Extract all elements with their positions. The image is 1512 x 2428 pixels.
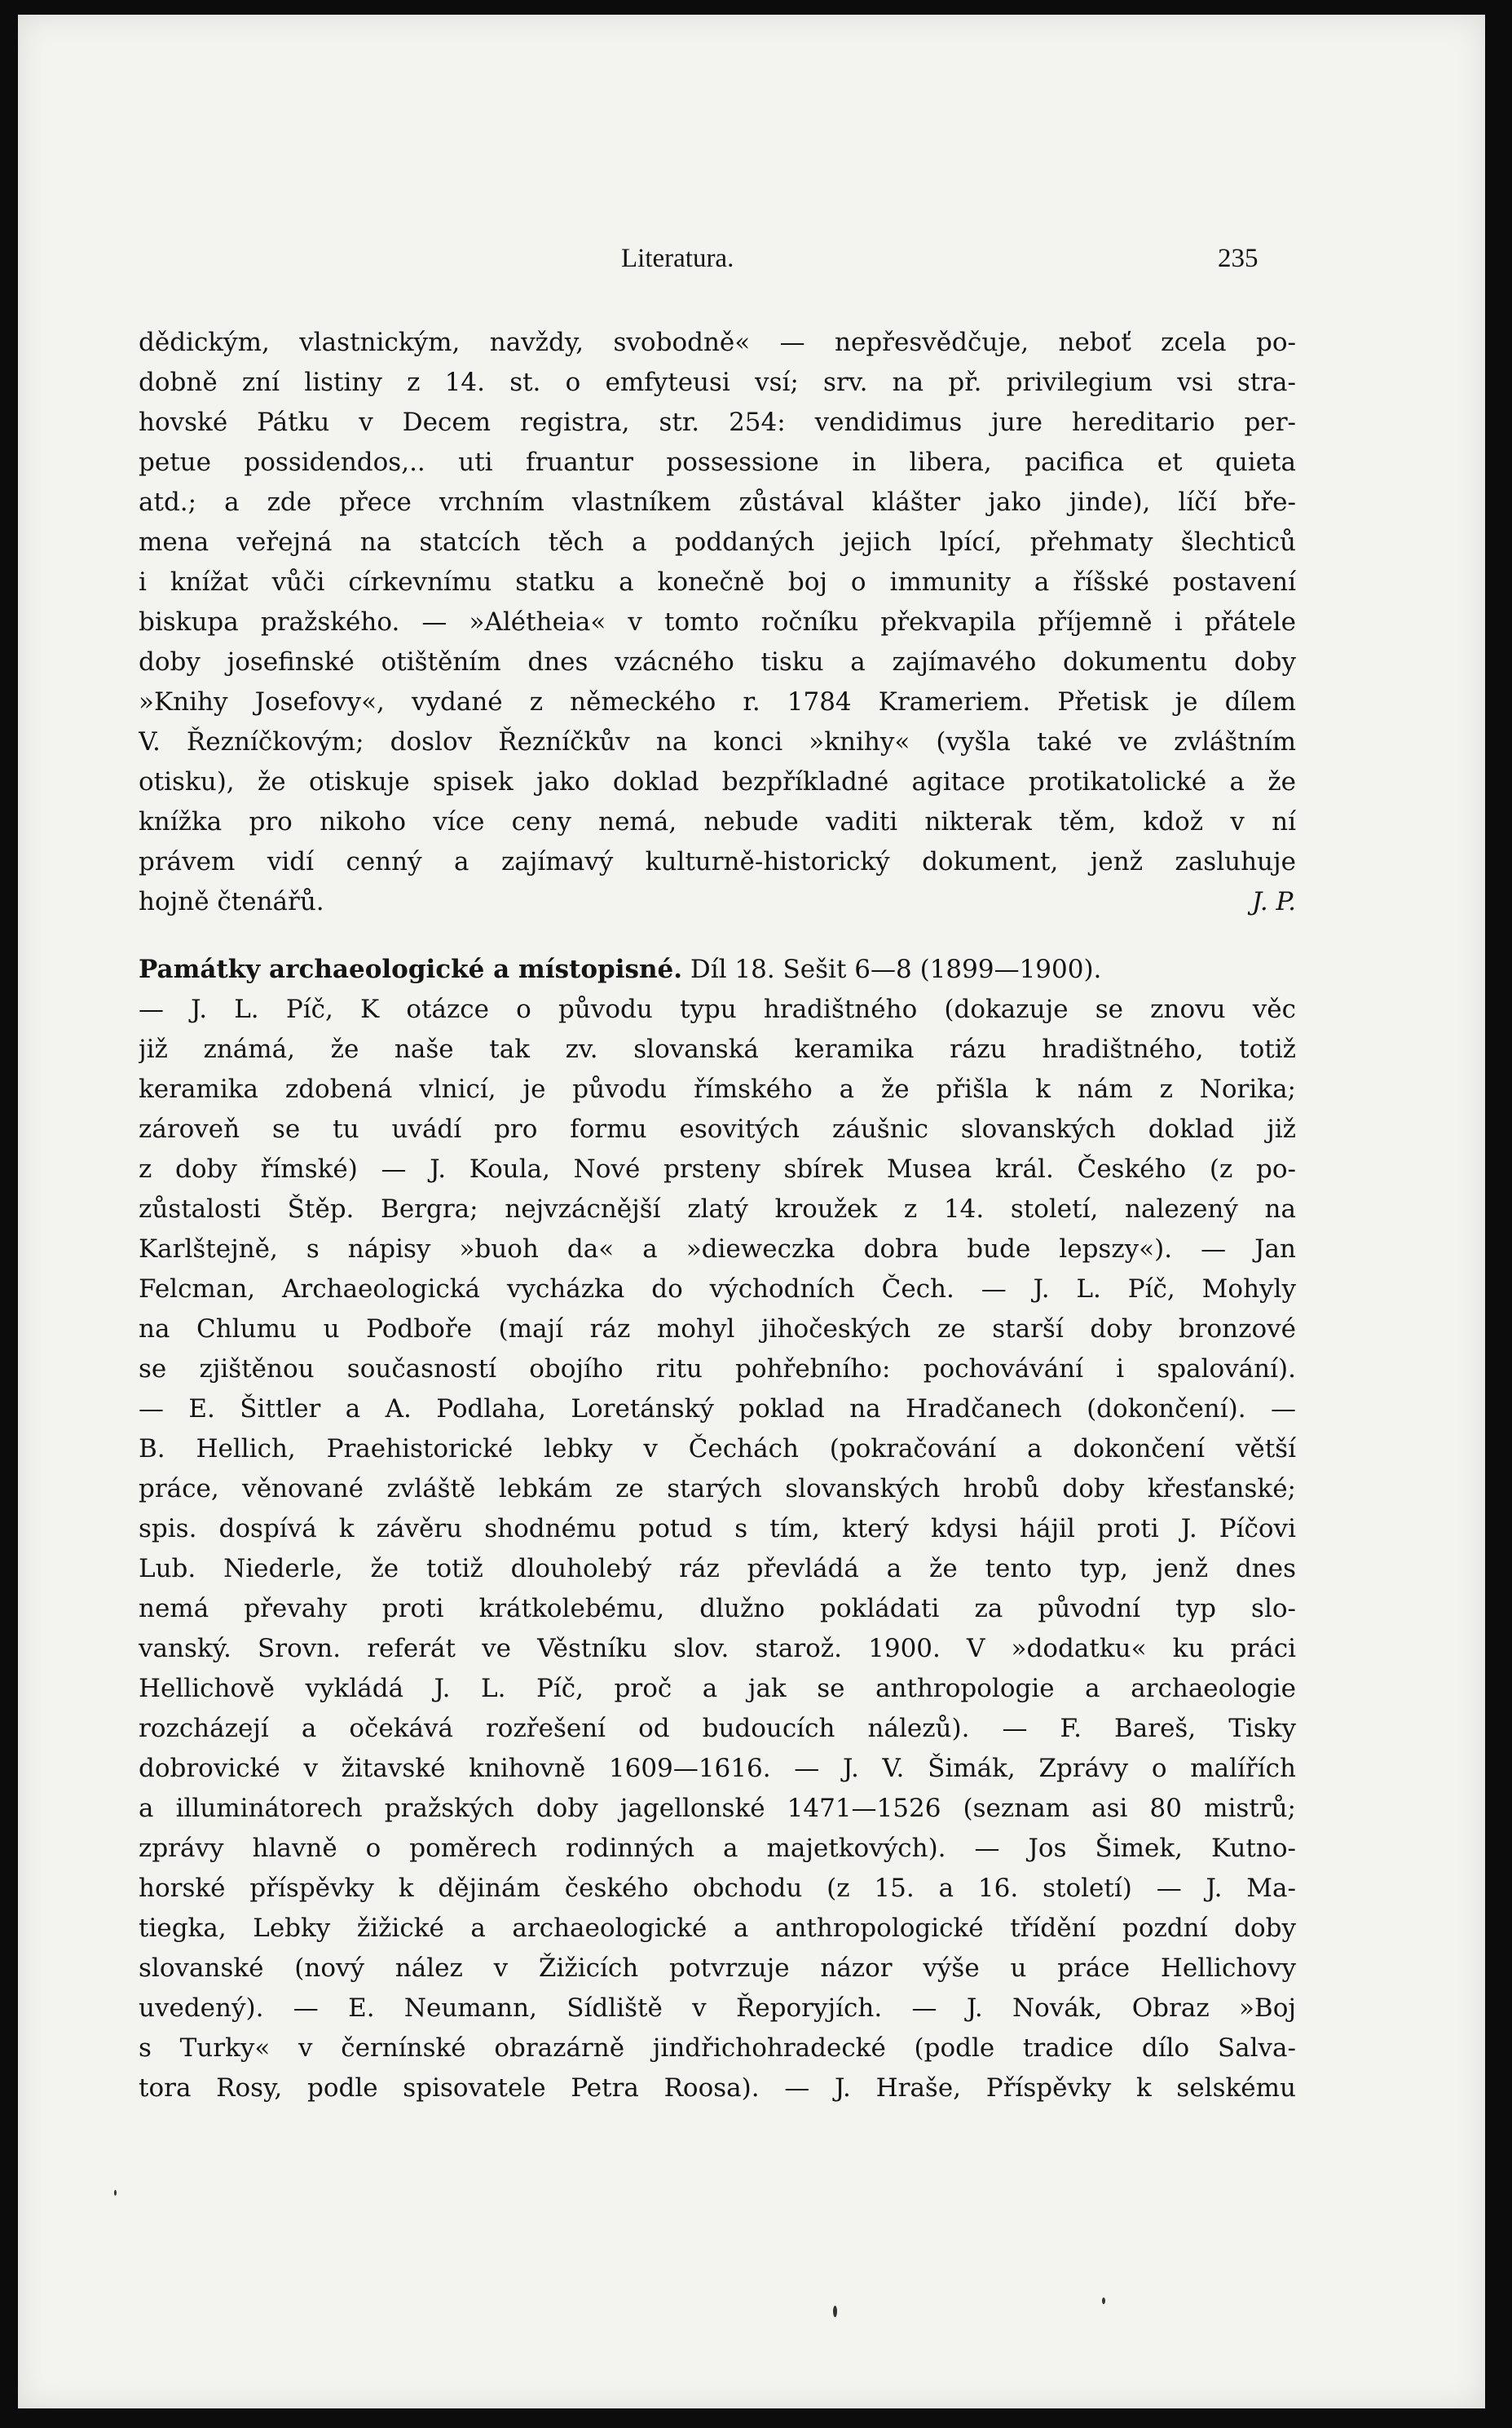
- text-line: na Chlumu u Podboře (mají ráz mohyl jihočeských ze starší doby bronzové: [139, 1314, 1296, 1344]
- text-line: uvedený). — E. Neumann, Sídliště v Řeporyjích. — J. Novák, Obraz »Boj: [139, 1993, 1296, 2023]
- print-speck: [1102, 2298, 1105, 2304]
- text-line: dědickým, vlastnickým, navždy, svobodně« — nepřesvědčuje, neboť zcela po-: [139, 328, 1296, 357]
- text-line: i knížat vůči církevnímu statku a konečně boj o immunity a říšské postavení: [139, 567, 1296, 597]
- text-line: Karlštejně, s nápisy »buoh da« a »dieweczka dobra bude lepszy«). — Jan: [139, 1234, 1296, 1264]
- text-line: z doby římské) — J. Koula, Nové prsteny sbírek Musea král. Českého (z po-: [139, 1154, 1296, 1184]
- text-line: mena veřejná na statcích těch a poddaných jejich lpící, přehmaty šlechticů: [139, 528, 1296, 557]
- text-line: zároveň se tu uvádí pro formu esovitých záušnic slovanských doklad již: [139, 1115, 1296, 1144]
- text-line: dobně zní listiny z 14. st. o emfyteusi vsí; srv. na př. privilegium vsi stra-: [139, 368, 1296, 397]
- print-speck: [114, 2190, 117, 2196]
- text-line: slovanské (nový nález v Žižicích potvrzuje názor výše u práce Hellichovy: [139, 1953, 1296, 1983]
- text-line: se zjištěnou současností obojího ritu pohřebního: pochovávání i spalování).: [139, 1354, 1296, 1384]
- text-line: nemá převahy proti krátkolebému, dlužno pokládati za původní typ slo-: [139, 1594, 1296, 1623]
- journal-heading: Památky archaeologické a místopisné.: [139, 955, 683, 984]
- running-head-title: Literatura.: [621, 244, 734, 273]
- paragraph-pamatky: [139, 950, 1296, 2108]
- running-head: [18, 244, 1485, 276]
- text-line: — J. L. Píč, K otázce o původu typu hradištného (dokazuje se znovu věc: [139, 995, 1296, 1024]
- text-line: — E. Šittler a A. Podlaha, Loretánský poklad na Hradčanech (dokončení). —: [139, 1394, 1296, 1424]
- text-line: hojně čtenářů.: [139, 887, 324, 916]
- paragraph-alétheia: [139, 323, 1296, 922]
- paragraph-gap: [139, 922, 1296, 950]
- text-line: atd.; a zde přece vrchním vlastníkem zůstával klášter jako jinde), líčí bře-: [139, 488, 1296, 517]
- text-line: hovské Pátku v Decem registra, str. 254: vendidimus jure hereditario per-: [139, 408, 1296, 437]
- text-line: zprávy hlavně o poměrech rodinných a majetkových). — Jos Šimek, Kutno-: [139, 1834, 1296, 1863]
- text-line: tiegka, Lebky žižické a archaeologické a anthropologické třídění pozdní doby: [139, 1914, 1296, 1943]
- text-line: Felcman, Archaeologická vycházka do východních Čech. — J. L. Píč, Mohyly: [139, 1274, 1296, 1304]
- text-line: tora Rosy, podle spisovatele Petra Roosa). — J. Hraše, Příspěvky k selskému: [139, 2073, 1296, 2103]
- text-line: »Knihy Josefovy«, vydané z německého r. 1784 Krameriem. Přetisk je dílem: [139, 687, 1296, 717]
- text-line: otisku), že otiskuje spisek jako doklad bezpříkladné agitace protikatolické a že: [139, 767, 1296, 797]
- text-line: zůstalosti Štěp. Bergra; nejvzácnější zlatý kroužek z 14. století, nalezený na: [139, 1194, 1296, 1224]
- page-number: 235: [1218, 244, 1259, 273]
- text-line: s Turky« v černínské obrazárně jindřichohradecké (podle tradice dílo Salva-: [139, 2033, 1296, 2063]
- text-line: dobrovické v žitavské knihovně 1609—1616. — J. V. Šimák, Zprávy o malířích: [139, 1754, 1296, 1783]
- text-line: spis. dospívá k závěru shodnému potud s tím, který kdysi hájil proti J. Píčovi: [139, 1514, 1296, 1543]
- text-line: V. Řezníčkovým; doslov Řezníčkův na konci »knihy« (vyšla také ve zvláštním: [139, 727, 1296, 757]
- text-line: Lub. Niederle, že totiž dlouholebý ráz převládá a že tento typ, jenž dnes: [139, 1554, 1296, 1583]
- author-signature: J. P.: [1251, 887, 1296, 916]
- text-line: a illuminátorech pražských doby jagellonské 1471—1526 (seznam asi 80 mistrů;: [139, 1794, 1296, 1823]
- text-line: právem vidí cenný a zajímavý kulturně-historický dokument, jenž zasluhuje: [139, 847, 1296, 876]
- print-speck: [833, 2306, 837, 2317]
- text-line: vanský. Srovn. referát ve Věstníku slov. starož. 1900. V »dodatku« ku práci: [139, 1634, 1296, 1663]
- text-line: horské příspěvky k dějinám českého obchodu (z 15. a 16. století) — J. Ma-: [139, 1874, 1296, 1903]
- text-line: B. Hellich, Praehistorické lebky v Čechách (pokračování a dokončení větší: [139, 1434, 1296, 1463]
- document-page: [18, 15, 1485, 2408]
- text-line: keramika zdobená vlnicí, je původu římského a že přišla k nám z Norika;: [139, 1075, 1296, 1104]
- text-line: doby josefinské otištěním dnes vzácného tisku a zajímavého dokumentu doby: [139, 647, 1296, 677]
- text-line: biskupa pražského. — »Alétheia« v tomto ročníku překvapila příjemně i přátele: [139, 607, 1296, 637]
- text-line: práce, věnované zvláště lebkám ze starých slovanských hrobů doby křesťanské;: [139, 1474, 1296, 1503]
- text-line-with-signature: [139, 882, 1296, 922]
- text-line: rozcházejí a očekává rozřešení od budoucích nálezů). — F. Bareš, Tisky: [139, 1714, 1296, 1743]
- body-text: [139, 323, 1296, 2108]
- journal-heading-details: Díl 18. Sešit 6—8 (1899—1900).: [682, 955, 1102, 984]
- text-line: již známá, že naše tak zv. slovanská keramika rázu hradištného, totiž: [139, 1035, 1296, 1064]
- text-line: petue possidendos,.. uti fruantur possessione in libera, pacifica et quieta: [139, 448, 1296, 477]
- heading-line: [139, 950, 1296, 990]
- text-line: knížka pro nikoho více ceny nemá, nebude vaditi nikterak těm, kdož v ní: [139, 807, 1296, 837]
- text-line: Hellichově vykládá J. L. Píč, proč a jak se anthropologie a archaeologie: [139, 1674, 1296, 1703]
